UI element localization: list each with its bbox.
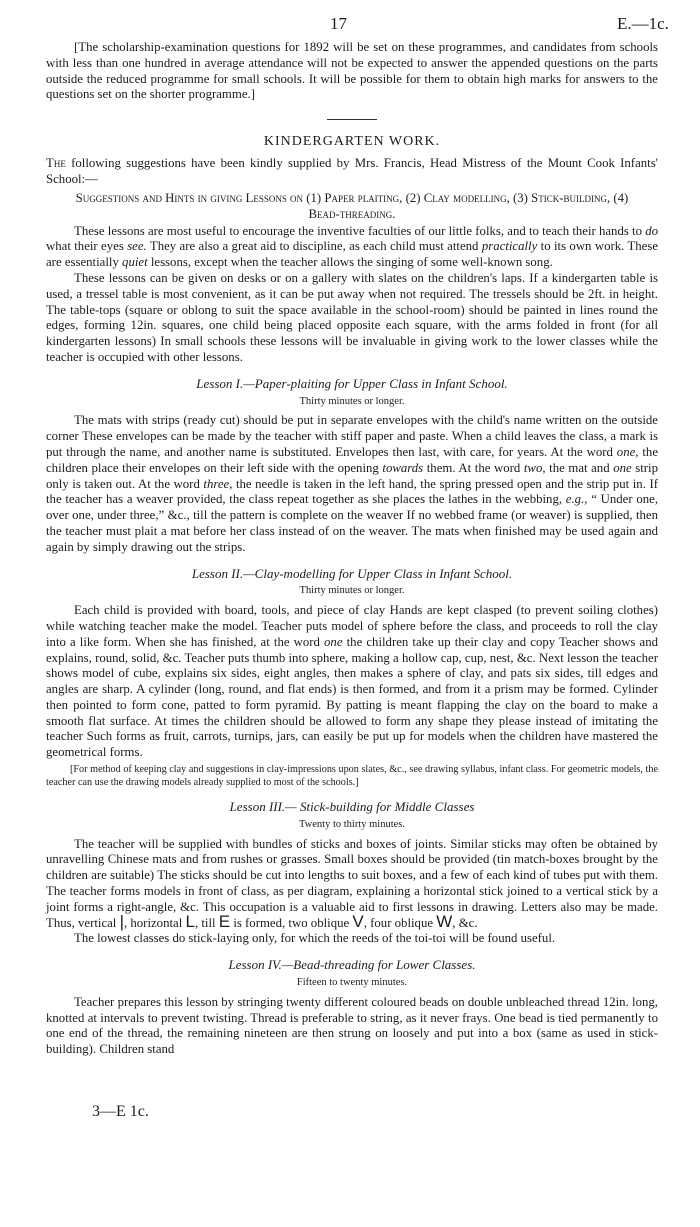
text-run: the needle is taken in the left hand, the spring pressed open and the strip put in. If the teacher has a weaver provided, the class repeat together as she places the lathes in the webbing,: [46, 476, 658, 507]
letter-glyph-v: V: [352, 911, 364, 931]
lesson-1-paragraph: [46, 413, 658, 555]
text-run: to its own work. These are essentially: [46, 239, 659, 270]
text-run: They are also a great aid to discipline, as each child must attend: [149, 239, 479, 254]
lesson-2-paragraph: [46, 603, 658, 761]
text-run: the children place their envelopes on their left side with the opening: [46, 444, 658, 475]
text-run: , till: [194, 915, 216, 930]
lesson-3-paragraph: [46, 837, 658, 932]
emph-do: do: [645, 223, 659, 238]
letter-glyph-w: W: [436, 911, 453, 931]
emph-quiet: quiet: [122, 255, 148, 270]
general-paragraph-1: [46, 224, 658, 271]
lesson-4-paragraph: Teacher prepares this lesson by stringing twenty different coloured beads on double unbleached thread 12in. long, knotted at intervals to prevent twisting. Thread is preferable to string, as it never frays. One bead is tied permanently to one end of the thread, the remaining nineteen are then strung on loosely and put into a box (same as used in stick-building). Children stand: [46, 994, 658, 1057]
section-divider: [327, 119, 377, 120]
letter-glyph-l: L: [185, 911, 195, 931]
emph-three: three,: [203, 476, 233, 491]
text-run: The mats with strips (ready cut) should be put in separate envelopes with the child's name written on the outside corner These envelopes can be made by the teacher with stiff paper and paste. When a child leaves the class, a mark is put through the name, and another name is substituted. Envelopes then last, with care, for years. At the word: [46, 413, 658, 459]
lesson-4-title: Lesson IV.—Bead-threading for Lower Classes.: [228, 957, 476, 973]
lead-paragraph: [46, 156, 658, 188]
letter-glyph-e: E: [218, 911, 231, 931]
lesson-3-paragraph-2: The lowest classes do stick-laying only, for which the reeds of the toi-toi will be found useful.: [74, 931, 556, 946]
emph-practically: practically: [481, 239, 538, 254]
section-title: KINDERGARTEN WORK.: [263, 134, 441, 150]
lead-text: following suggestions have been kindly supplied by Mrs. Francis, Head Mistress of the Mount Cook Infants' School:—: [46, 155, 658, 186]
text-run: lessons, except when the teacher allows the singing of some well-known song.: [150, 255, 553, 270]
text-run: The teacher will be supplied with bundles of sticks and boxes of joints. Similar sticks may often be obtained by unravelling Chinese mats and from rushes or grasses. Small boxes should be provided (tin match-boxes brought by the children are suitable) The sticks should be cut into lengths to suit boxes, and a few of each kind of tubes put with them. The teacher forms models in front of class, as per diagram, explaining a horizontal stick joined to a vertical stick by a joint forms a right-angle, &c. This occupation is a valuable aid to first lessons in drawing. Letters also may be made. Thus, vertical: [46, 836, 658, 930]
intro-note: [The scholarship-examination questions for 1892 will be set on these programmes, and candidates from schools with less than one hundred in average attendance will not be expected to answer the appended questions on the parts outside the reduced programme for small schools. It will be possible for them to obtain high marks for answers to the questions set on the shorter programme.]: [46, 40, 658, 102]
signature-mark: 3—E 1c.: [92, 1103, 149, 1120]
text-run: strip only is taken out. At the word: [46, 460, 659, 491]
text-run: is formed, two oblique: [233, 915, 350, 930]
suggestions-heading: Suggestions and Hints in giving Lessons on (1) Paper plaiting, (2) Clay modelling, (3) Stick-building, (4) Bead-threading.: [75, 190, 629, 221]
page-content: [46, 40, 658, 1058]
lesson-3-title: Lesson III.— Stick-building for Middle Classes: [229, 799, 475, 815]
text-run: what their eyes: [46, 239, 124, 254]
text-run: “ Under one, over one, under three,” &c., till the pattern is complete on the weaver If no webbed frame (or weaver) is supplied, then the teacher must plait a mat before her class instead of on the weaver. The mats when finished may be used again and again by simply drawing out the strips.: [46, 492, 659, 554]
emph-one: one,: [616, 444, 639, 459]
emph-see: see.: [127, 239, 147, 254]
lesson-2-note: [For method of keeping clay and suggestions in clay-impressions upon slates, &c., see drawing syllabus, infant class. For geometric models, the teacher can use the drawing models already supplied to most of the schools.]: [46, 764, 658, 789]
emph-one: one: [324, 634, 343, 649]
page-number: 17: [330, 14, 347, 33]
document-reference: E.—1c.: [617, 14, 669, 33]
text-run: These lessons are most useful to encourage the inventive faculties of our little folks, and to teach their hands to: [74, 223, 642, 238]
general-paragraph-2: These lessons can be given on desks or on a gallery with slates on the children's laps. If a kindergarten table is used, a tressel table is most convenient, as it can be put away when not required. The tressels should be 2ft. in height. The table-tops (square or oblong to suit the space available in the school-room) should be painted in lines round the edges, forming 12in. squares, one child being placed opposite each square, with the arms folded in front (for all kindergarten lessons) In small schools these lessons will be invaluable in giving work to the lower classes while the teacher is occupied with other lessons.: [46, 270, 658, 364]
emph-two: two,: [523, 460, 546, 475]
lesson-2-title: Lesson II.—Clay-modelling for Upper Class in Infant School.: [191, 565, 513, 581]
lesson-2-duration: Thirty minutes or longer.: [299, 585, 405, 597]
lesson-4-duration: Fifteen to twenty minutes.: [296, 977, 408, 989]
lead-the: The: [46, 155, 66, 170]
lesson-1-duration: Thirty minutes or longer.: [299, 395, 405, 407]
text-run: the children take up their clay and copy Teacher shows and explains, round, solid, &c. Teacher puts thumb into sphere, making a hollow cap, cup, nest, &c. Next lesson the teacher shows model of cube, explains six sides, eight angles, then makes a sphere of clay, and pats six sides, till edges and angles are sharp. A cylinder (long, round, and flat ends) is then formed, and from it a prism may be formed. Cylinder then pointed to form cone, patted to form pyramid. By patting is meant flapping the clay on the board to make a smooth flat surface. At times the children should be allowed to form any shape they please instead of imitating the teacher Such forms as fruit, carrots, turnips, jars, can easily be put up for models when the children have mastered the geometrical forms.: [46, 634, 658, 760]
text-run: Each child is provided with board, tools, and piece of clay Hands are kept clasped (to prevent soiling clothes) while watching teacher make the model. Teacher puts model of sphere before the class, and proceeds to roll the clay into a like form. When she has finished, at the word: [46, 603, 658, 649]
text-run: the mat and: [549, 460, 610, 475]
lesson-3-duration: Twenty to thirty minutes.: [298, 818, 405, 830]
text-run: , four oblique: [363, 915, 434, 930]
emph-one: one: [613, 460, 632, 475]
lesson-1-title: Lesson I.—Paper-plaiting for Upper Class in Infant School.: [196, 375, 508, 391]
letter-glyph-vertical: |: [119, 911, 124, 931]
emph-towards: towards: [382, 460, 424, 475]
text-run: , horizontal: [123, 915, 183, 930]
text-run: them. At the word: [426, 460, 521, 475]
emph-eg: e.g.,: [565, 492, 588, 507]
text-run: , &c.: [452, 915, 478, 930]
